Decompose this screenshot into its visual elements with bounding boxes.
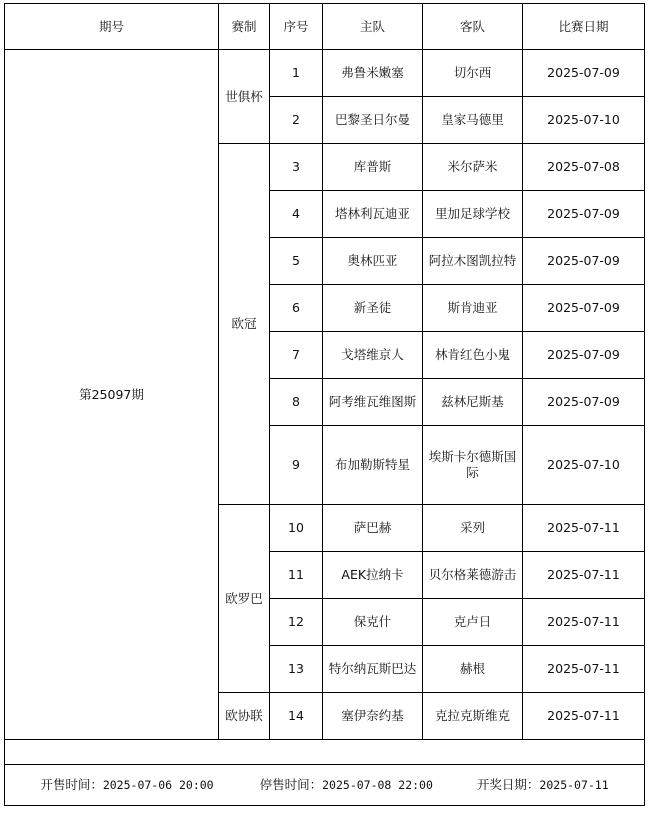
seq-cell: 3 [270, 144, 323, 191]
sale-info [7, 777, 642, 793]
match-date-cell: 2025-07-10 [523, 426, 645, 505]
sale-open-value: 2025-07-06 20:00 [102, 778, 214, 792]
seq-cell: 7 [270, 332, 323, 379]
away-team-cell: 埃斯卡尔德斯国际 [423, 426, 523, 505]
match-date-cell: 2025-07-09 [523, 50, 645, 97]
sale-open-time [40, 777, 213, 793]
match-schedule-table [4, 3, 645, 806]
header-seq: 序号 [270, 4, 323, 50]
match-date-cell: 2025-07-08 [523, 144, 645, 191]
match-date-cell: 2025-07-09 [523, 238, 645, 285]
seq-cell: 9 [270, 426, 323, 505]
match-date-cell: 2025-07-11 [523, 646, 645, 693]
blank-cell [5, 740, 645, 765]
draw-date-value: 2025-07-11 [539, 778, 609, 792]
home-team-cell: 萨巴赫 [323, 505, 423, 552]
away-team-cell: 皇家马德里 [423, 97, 523, 144]
seq-cell: 11 [270, 552, 323, 599]
away-team-cell: 贝尔格莱德游击 [423, 552, 523, 599]
footer-cell [5, 765, 645, 806]
seq-cell: 1 [270, 50, 323, 97]
table-row [5, 50, 645, 97]
seq-cell: 14 [270, 693, 323, 740]
match-date-cell: 2025-07-09 [523, 332, 645, 379]
home-team-cell: 奥林匹亚 [323, 238, 423, 285]
away-team-cell: 斯肯迪亚 [423, 285, 523, 332]
header-home: 主队 [323, 4, 423, 50]
match-date-cell: 2025-07-09 [523, 285, 645, 332]
home-team-cell: AEK拉纳卡 [323, 552, 423, 599]
home-team-cell: 新圣徒 [323, 285, 423, 332]
away-team-cell: 切尔西 [423, 50, 523, 97]
home-team-cell: 特尔纳瓦斯巴达 [323, 646, 423, 693]
sale-close-label: 停售时间： [259, 777, 323, 792]
seq-cell: 13 [270, 646, 323, 693]
match-date-cell: 2025-07-11 [523, 505, 645, 552]
home-team-cell: 库普斯 [323, 144, 423, 191]
footer-row [5, 765, 645, 806]
away-team-cell: 赫根 [423, 646, 523, 693]
header-date: 比赛日期 [523, 4, 645, 50]
away-team-cell: 克拉克斯维克 [423, 693, 523, 740]
group-club-world-cup: 世俱杯 [219, 50, 270, 144]
home-team-cell: 戈塔维京人 [323, 332, 423, 379]
group-europa-league: 欧罗巴 [219, 505, 270, 693]
home-team-cell: 布加勒斯特星 [323, 426, 423, 505]
away-team-cell: 阿拉木图凯拉特 [423, 238, 523, 285]
table-header-row [5, 4, 645, 50]
seq-cell: 12 [270, 599, 323, 646]
sale-close-time [260, 777, 433, 793]
match-date-cell: 2025-07-09 [523, 379, 645, 426]
seq-cell: 8 [270, 379, 323, 426]
seq-cell: 4 [270, 191, 323, 238]
header-issue: 期号 [5, 4, 219, 50]
away-team-cell: 兹林尼斯基 [423, 379, 523, 426]
home-team-cell: 阿考维瓦维图斯 [323, 379, 423, 426]
group-champions-league: 欧冠 [219, 144, 270, 505]
away-team-cell: 里加足球学校 [423, 191, 523, 238]
home-team-cell: 弗鲁米嫩塞 [323, 50, 423, 97]
group-conference-league: 欧协联 [219, 693, 270, 740]
match-date-cell: 2025-07-11 [523, 599, 645, 646]
match-date-cell: 2025-07-11 [523, 693, 645, 740]
home-team-cell: 巴黎圣日尔曼 [323, 97, 423, 144]
seq-cell: 6 [270, 285, 323, 332]
home-team-cell: 塔林利瓦迪亚 [323, 191, 423, 238]
seq-cell: 5 [270, 238, 323, 285]
draw-date-label: 开奖日期： [476, 777, 540, 792]
issue-cell: 第25097期 [5, 50, 219, 740]
match-date-cell: 2025-07-09 [523, 191, 645, 238]
blank-row [5, 740, 645, 765]
draw-date [477, 777, 609, 793]
away-team-cell: 采列 [423, 505, 523, 552]
away-team-cell: 米尔萨米 [423, 144, 523, 191]
sale-close-value: 2025-07-08 22:00 [322, 778, 433, 792]
header-competition: 赛制 [219, 4, 270, 50]
seq-cell: 10 [270, 505, 323, 552]
sale-open-label: 开售时间： [40, 777, 103, 792]
home-team-cell: 塞伊奈约基 [323, 693, 423, 740]
header-away: 客队 [423, 4, 523, 50]
match-date-cell: 2025-07-10 [523, 97, 645, 144]
match-date-cell: 2025-07-11 [523, 552, 645, 599]
away-team-cell: 克卢日 [423, 599, 523, 646]
seq-cell: 2 [270, 97, 323, 144]
away-team-cell: 林肯红色小鬼 [423, 332, 523, 379]
home-team-cell: 保克什 [323, 599, 423, 646]
